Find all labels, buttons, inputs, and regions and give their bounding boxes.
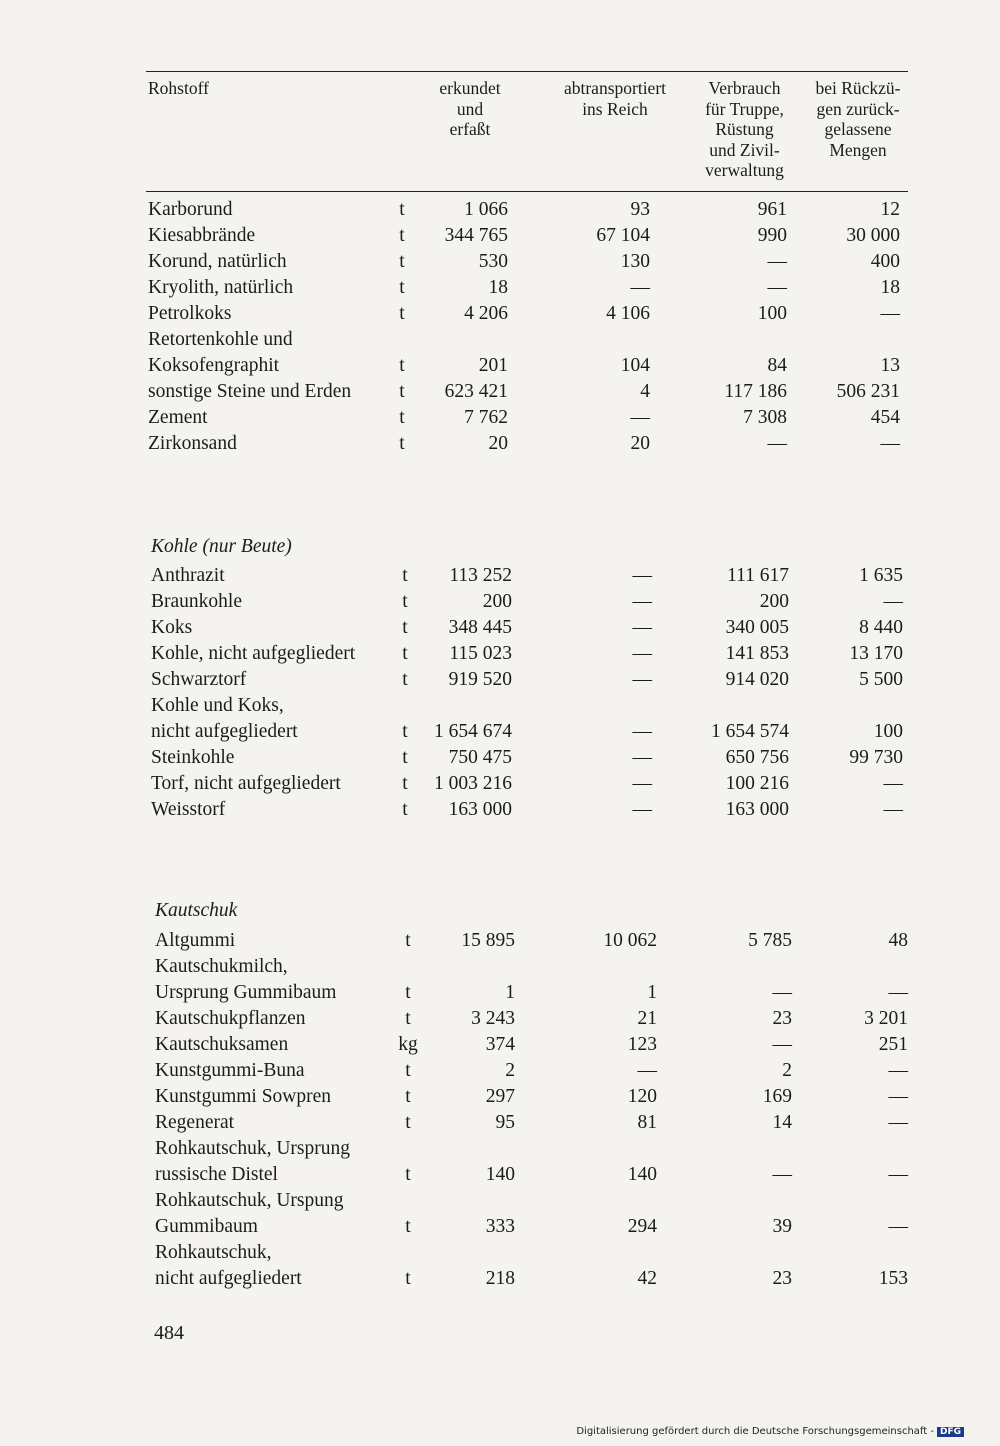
cell-v3: 169 [762,1086,792,1107]
table-row [155,1188,930,1214]
row-unit: t [402,565,408,586]
row-label: Korund, natürlich [148,251,287,272]
row-label: Torf, nicht aufgegliedert [151,773,341,794]
row-label: Braunkohle [151,591,242,612]
row-label: Steinkohle [151,747,235,768]
table-row [148,353,930,379]
cell-v1: 200 [482,591,512,612]
table-row [148,379,930,405]
table-row [155,1032,930,1058]
section-title-kohle: Kohle (nur Beute) [151,536,292,557]
cell-v4: 5 500 [859,669,903,690]
row-unit: t [405,1086,411,1107]
row-unit: t [399,251,405,272]
table-row [151,693,930,719]
row-unit: t [405,1112,411,1133]
cell-v1: 163 000 [448,799,512,820]
row-label: Regenerat [155,1112,235,1133]
row-label: Kunstgummi Sowpren [155,1086,332,1107]
table-row [155,928,930,954]
cell-v1: 218 [485,1268,515,1289]
row-label: Ursprung Gummibaum [155,982,337,1003]
cell-v1: 15 895 [461,930,515,951]
row-label: Zement [148,407,208,428]
row-label: Altgummi [155,930,236,951]
dfg-logo: DFG [937,1427,964,1437]
cell-v1: 1 [505,982,515,1003]
cell-v3: 2 [782,1060,792,1081]
row-label: Kohle und Koks, [151,695,284,716]
table-top-rule [146,71,908,72]
row-unit: t [399,277,405,298]
row-label: russische Distel [155,1164,278,1185]
table-row [155,1110,930,1136]
cell-v2: 81 [637,1112,657,1133]
cell-v3: 1 654 574 [711,721,789,742]
cell-v3: 23 [772,1268,792,1289]
cell-v4: 153 [878,1268,908,1289]
row-label: Rohkautschuk, Urspung [155,1190,344,1211]
cell-v1: 3 243 [471,1008,515,1029]
table-row [151,563,930,589]
cell-v3: 100 216 [725,773,789,794]
header-erkundet: erkundet und erfaßt [439,78,501,139]
row-unit: t [402,773,408,794]
row-unit: t [405,1164,411,1185]
cell-v4: 506 231 [836,381,900,402]
cell-v3: 7 308 [743,407,787,428]
row-unit: kg [398,1034,418,1055]
cell-v1: 530 [478,251,508,272]
table-row [151,797,930,823]
cell-v2: 294 [627,1216,657,1237]
cell-v2: — [630,407,650,428]
row-label: Kohle, nicht aufgegliedert [151,643,356,664]
cell-v3: — [767,433,787,454]
row-label: Retortenkohle und [148,329,293,350]
cell-v1: 4 206 [464,303,508,324]
row-label: Kunstgummi-Buna [155,1060,305,1081]
cell-v2: 21 [637,1008,657,1029]
cell-v2: 1 [647,982,657,1003]
cell-v1: 95 [495,1112,515,1133]
row-unit: t [405,1060,411,1081]
cell-v4: 13 170 [849,643,903,664]
row-unit: t [402,617,408,638]
row-label: Zirkonsand [148,433,237,454]
header-verbrauch: Verbrauch für Truppe, Rüstung und Zivil- verwaltung [705,78,784,180]
cell-v3: 340 005 [725,617,789,638]
header-zurueckgelassen: bei Rückzü- gen zurück- gelassene Mengen [815,78,901,160]
row-label: Kryolith, natürlich [148,277,294,298]
row-label: Gummibaum [155,1216,258,1237]
cell-v4: 99 730 [849,747,903,768]
cell-v1: 297 [485,1086,515,1107]
footer-credit: Digitalisierung gefördert durch die Deutsche Forschungsgemeinschaft - DFG [576,1426,964,1437]
row-unit: t [399,407,405,428]
cell-v4: — [888,1164,908,1185]
cell-v3: 23 [772,1008,792,1029]
table-row [148,327,930,353]
table-row [155,1058,930,1084]
cell-v4: 400 [870,251,900,272]
section-title-kautschuk: Kautschuk [155,900,238,921]
cell-v4: — [888,1060,908,1081]
cell-v2: — [632,747,652,768]
row-label: Kiesabbrände [148,225,256,246]
row-label: Anthrazit [151,565,225,586]
header-rohstoff: Rohstoff [148,78,209,98]
row-unit: t [405,1268,411,1289]
cell-v3: — [767,251,787,272]
table-row [151,615,930,641]
cell-v4: — [883,773,903,794]
cell-v3: 163 000 [725,799,789,820]
cell-v2: 20 [630,433,650,454]
cell-v2: 120 [627,1086,657,1107]
header-abtransportiert: abtransportiert ins Reich [563,78,667,119]
cell-v1: 115 023 [449,643,512,664]
cell-v3: 990 [757,225,787,246]
table-row [155,1162,930,1188]
cell-v3: 14 [772,1112,792,1133]
cell-v3: — [772,1034,792,1055]
table-row [151,745,930,771]
cell-v1: 20 [488,433,508,454]
row-unit: t [399,433,405,454]
cell-v4: 13 [880,355,900,376]
row-label: Rohkautschuk, [155,1242,272,1263]
row-label: Karborund [148,199,233,220]
row-label: Koksofengraphit [148,355,280,376]
cell-v3: 39 [772,1216,792,1237]
cell-v4: — [888,1216,908,1237]
table-row [155,1006,930,1032]
cell-v2: — [632,617,652,638]
row-label: Kautschuksamen [155,1034,289,1055]
table-row [151,771,930,797]
row-unit: t [405,982,411,1003]
cell-v4: 454 [870,407,900,428]
row-unit: t [402,669,408,690]
cell-v3: — [767,277,787,298]
row-unit: t [399,303,405,324]
row-unit: t [399,355,405,376]
cell-v1: 201 [478,355,508,376]
cell-v4: 251 [878,1034,908,1055]
table-row [151,719,930,745]
cell-v4: 3 201 [864,1008,908,1029]
cell-v1: 18 [488,277,508,298]
cell-v3: 100 [757,303,787,324]
cell-v2: — [632,773,652,794]
row-unit: t [399,225,405,246]
table-row [148,431,930,457]
table-row [155,1214,930,1240]
cell-v2: 10 062 [603,930,657,951]
row-label: Koks [151,617,193,638]
cell-v2: 67 104 [596,225,650,246]
table-row [148,405,930,431]
cell-v3: 117 186 [724,381,787,402]
row-unit: t [405,1216,411,1237]
table-row [155,1266,930,1292]
row-label: nicht aufgegliedert [151,721,298,742]
table-row [148,249,930,275]
cell-v2: — [632,643,652,664]
cell-v4: 18 [880,277,900,298]
cell-v2: 130 [620,251,650,272]
cell-v4: — [880,433,900,454]
cell-v2: 123 [627,1034,657,1055]
cell-v3: 141 853 [725,643,789,664]
table-row [151,641,930,667]
row-label: Weisstorf [151,799,226,820]
cell-v1: 374 [485,1034,515,1055]
row-unit: t [399,199,405,220]
cell-v4: — [888,1086,908,1107]
table-row [155,980,930,1006]
cell-v1: 1 003 216 [434,773,512,794]
cell-v3: — [772,982,792,1003]
cell-v3: 914 020 [725,669,789,690]
cell-v4: 8 440 [859,617,903,638]
row-label: Kautschukmilch, [155,956,288,977]
table-row [148,223,930,249]
cell-v3: — [772,1164,792,1185]
row-label: Rohkautschuk, Ursprung [155,1138,350,1159]
cell-v2: — [630,277,650,298]
cell-v2: — [637,1060,657,1081]
cell-v1: 750 475 [448,747,512,768]
cell-v1: 2 [505,1060,515,1081]
cell-v1: 344 765 [444,225,508,246]
row-unit: t [405,1008,411,1029]
cell-v4: 12 [880,199,900,220]
table-row [148,197,930,223]
row-unit: t [402,747,408,768]
cell-v2: — [632,669,652,690]
cell-v2: 140 [627,1164,657,1185]
row-unit: t [402,591,408,612]
cell-v3: 961 [757,199,787,220]
cell-v1: 113 252 [449,565,512,586]
cell-v2: — [632,591,652,612]
cell-v1: 623 421 [444,381,508,402]
cell-v3: 84 [767,355,787,376]
row-label: sonstige Steine und Erden [148,381,352,402]
table-row [148,275,930,301]
table-row [148,301,930,327]
cell-v1: 348 445 [448,617,512,638]
row-unit: t [402,643,408,664]
cell-v4: — [883,799,903,820]
table-header-rule [146,191,908,192]
table-row [155,1136,930,1162]
row-unit: t [405,930,411,951]
cell-v2: 93 [630,199,650,220]
table-row [151,667,930,693]
cell-v1: 1 066 [464,199,508,220]
cell-v4: — [888,982,908,1003]
cell-v2: — [632,565,652,586]
cell-v1: 1 654 674 [434,721,512,742]
cell-v4: 1 635 [859,565,903,586]
cell-v2: 4 [640,381,650,402]
row-label: Schwarztorf [151,669,247,690]
cell-v2: 104 [620,355,650,376]
cell-v2: 4 106 [606,303,650,324]
cell-v2: — [632,799,652,820]
row-label: nicht aufgegliedert [155,1268,302,1289]
cell-v1: 333 [485,1216,515,1237]
cell-v3: 5 785 [748,930,792,951]
page-number: 484 [154,1322,184,1344]
row-label: Petrolkoks [148,303,232,324]
cell-v4: — [883,591,903,612]
row-unit: t [399,381,405,402]
table-row [155,1084,930,1110]
cell-v4: — [880,303,900,324]
cell-v2: 42 [637,1268,657,1289]
cell-v3: 650 756 [725,747,789,768]
cell-v4: 100 [873,721,903,742]
cell-v3: 200 [759,591,789,612]
cell-v4: — [888,1112,908,1133]
row-unit: t [402,721,408,742]
cell-v1: 919 520 [448,669,512,690]
table-row [155,954,930,980]
cell-v4: 30 000 [846,225,900,246]
table-row [155,1240,930,1266]
cell-v2: — [632,721,652,742]
cell-v1: 140 [485,1164,515,1185]
row-unit: t [402,799,408,820]
cell-v3: 111 617 [727,565,789,586]
cell-v1: 7 762 [464,407,508,428]
row-label: Kautschukpflanzen [155,1008,306,1029]
cell-v4: 48 [888,930,908,951]
table-row [151,589,930,615]
